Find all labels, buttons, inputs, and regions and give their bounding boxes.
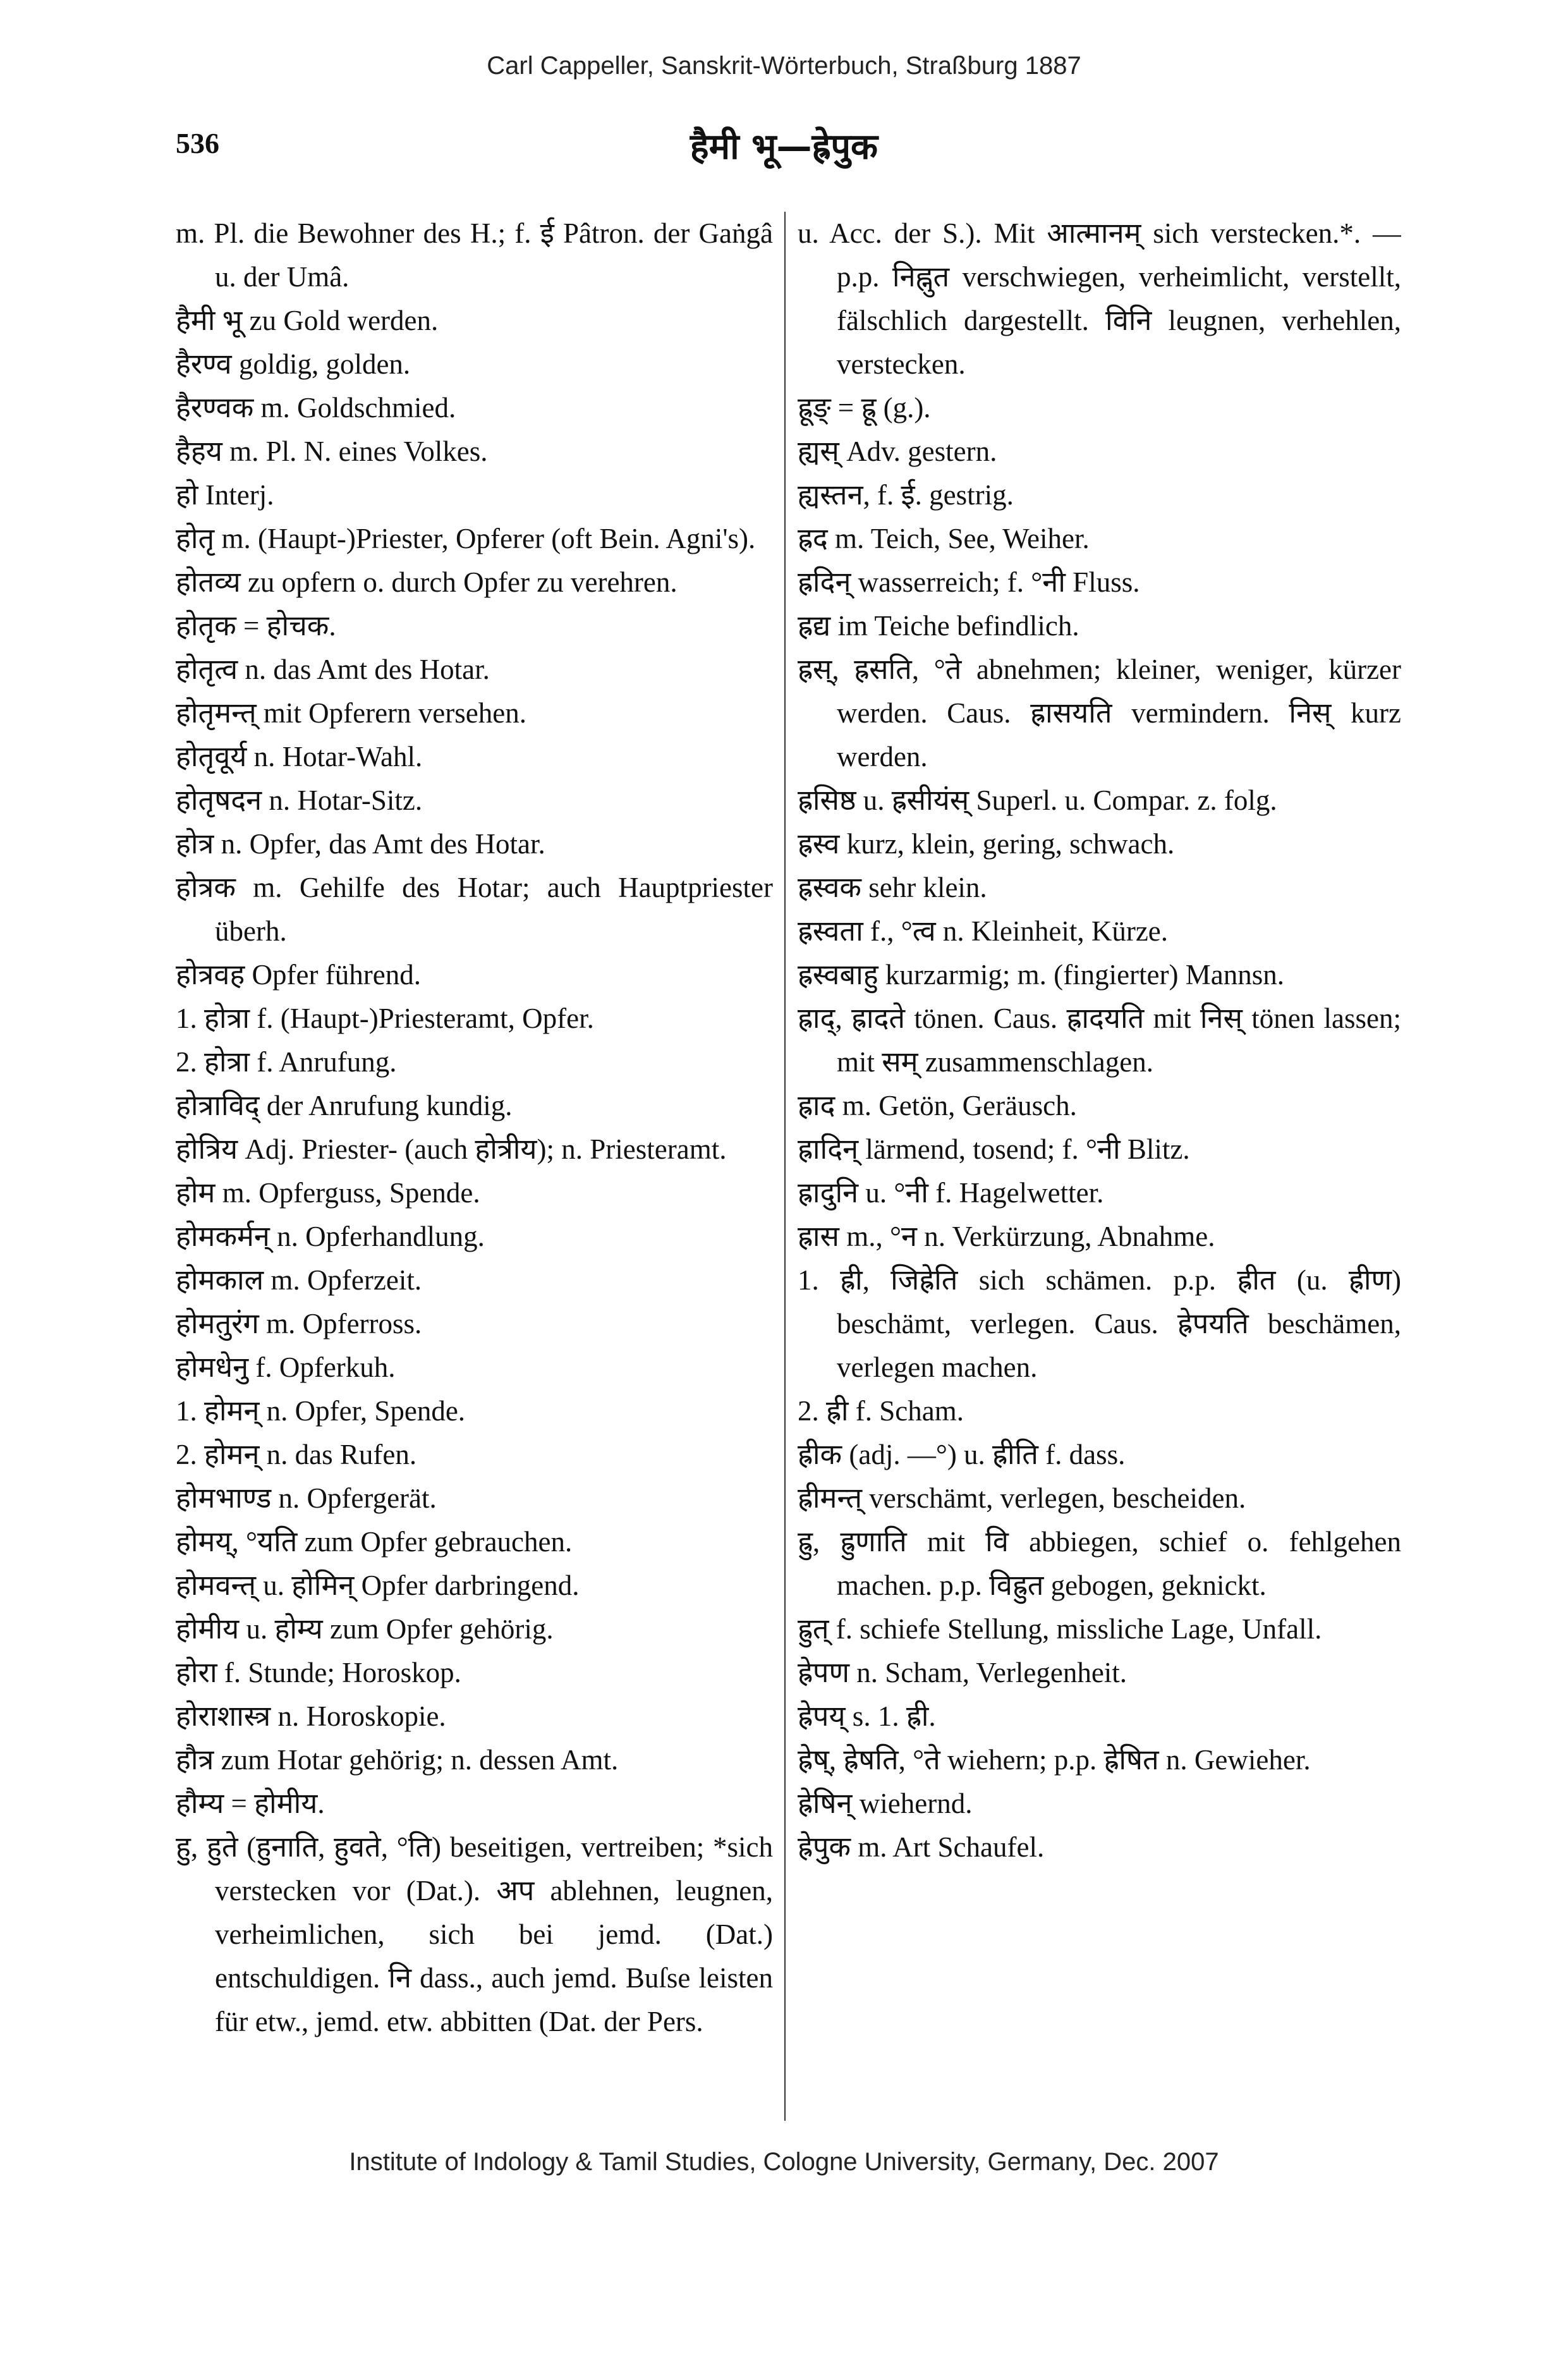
dictionary-entry: ह्रस्वता f., °त्व n. Kleinheit, Kürze.	[798, 915, 1169, 947]
running-head: हैमी भू—ह्रेपुक	[690, 126, 878, 168]
dictionary-entry: होमधेनु f. Opferkuh.	[176, 1351, 396, 1383]
dictionary-entry: ह्रेपण n. Scham, Verlegenheit.	[798, 1657, 1127, 1688]
dictionary-entry: ह्राद्, ह्रादते tönen. Caus. ह्रादयति mit निस् tönen lassen; mit सम् zusammenschlagen.	[798, 1003, 1401, 1078]
dictionary-entry: हो Interj.	[176, 479, 274, 511]
dictionary-entry: होतृक = होचक.	[176, 610, 336, 642]
dictionary-entry: होतृवूर्य n. Hotar-Wahl.	[176, 741, 423, 772]
dictionary-entry: हैरण्व goldig, golden.	[176, 348, 411, 380]
dictionary-entry: होमभाण्ड n. Opfergerät.	[176, 1482, 437, 1514]
dictionary-entry: 2. होमन् n. das Rufen.	[176, 1439, 417, 1470]
institute-footer: Institute of Indology & Tamil Studies, Cologne University, Germany, Dec. 2007	[349, 2148, 1219, 2176]
dictionary-entry: ह्रीक (adj. —°) u. ह्रीति f. dass.	[798, 1439, 1126, 1470]
dictionary-entry: होमतुरंग m. Opferross.	[176, 1308, 422, 1339]
dictionary-entry: 2. ह्री f. Scham.	[798, 1395, 964, 1427]
dictionary-entry: ह्रेष्, ह्रेषति, °ते wiehern; p.p. ह्रेषित n. Gewieher.	[798, 1744, 1311, 1776]
dictionary-entry: ह्यस्तन, f. ई. gestrig.	[798, 479, 1014, 511]
dictionary-entry: होराशास्त्र n. Horoskopie.	[176, 1700, 446, 1732]
dictionary-entry: होमकर्मन् n. Opferhandlung.	[176, 1221, 485, 1252]
dictionary-entry: ह्रस्, ह्रसति, °ते abnehmen; kleiner, weniger, kürzer werden. Caus. ह्रासयति vermindern. निस् kurz werden.	[798, 654, 1401, 772]
dictionary-entry: ह्रस्व kurz, klein, gering, schwach.	[798, 828, 1175, 860]
dictionary-entry: ह्रसिष्ठ u. ह्रसीयंस् Superl. u. Compar. z. folg.	[798, 784, 1277, 816]
dictionary-entry: ह्रेपय् s. 1. ह्री.	[798, 1700, 936, 1732]
dictionary-entry: होमकाल m. Opferzeit.	[176, 1264, 422, 1296]
dictionary-entry: होतृ m. (Haupt-)Priester, Opferer (oft Bein. Agni's).	[176, 523, 756, 554]
dictionary-entry: हौम्य = होमीय.	[176, 1788, 325, 1819]
dictionary-entry: होमवन्त् u. होमिन् Opfer darbringend.	[176, 1570, 580, 1601]
dictionary-entry: होतृषदन n. Hotar-Sitz.	[176, 784, 423, 816]
dictionary-entry: ह्रस्वक sehr klein.	[798, 872, 987, 903]
dictionary-entry: होतृमन्त् mit Opferern versehen.	[176, 697, 526, 729]
dictionary-entry: 2. होत्रा f. Anrufung.	[176, 1046, 397, 1078]
dictionary-entry: ह्रादुनि u. °नी f. Hagelwetter.	[798, 1177, 1104, 1209]
right-column	[798, 212, 1401, 2133]
source-header: Carl Cappeller, Sanskrit-Wörterbuch, Straßburg 1887	[487, 52, 1081, 80]
dictionary-entry: ह्रूङ् = ह्रू (g.).	[798, 392, 931, 424]
dictionary-entry: ह्रद m. Teich, See, Weiher.	[798, 523, 1090, 554]
dictionary-entry: होतृत्व n. das Amt des Hotar.	[176, 654, 490, 685]
dictionary-entry: होम m. Opferguss, Spende.	[176, 1177, 480, 1209]
dictionary-entry: u. Acc. der S.). Mit आत्मानम् sich verstecken.*. —p.p. निह्नुत verschwiegen, verheimlicht, verstellt, fälschlich dargestellt. विनि leugnen, verhehlen, verstecken.	[798, 217, 1401, 380]
dictionary-entry: होत्रक m. Gehilfe des Hotar; auch Hauptpriester überh.	[176, 872, 773, 947]
dictionary-entry: m. Pl. die Bewohner des H.; f. ई Pâtron. der Gaṅgâ u. der Umâ.	[176, 217, 773, 293]
dictionary-entry: हैमी भू zu Gold werden.	[176, 305, 439, 336]
dictionary-entry: होरा f. Stunde; Horoskop.	[176, 1657, 461, 1688]
dictionary-entry: 1. ह्री, जिह्रेति sich schämen. p.p. ह्रीत (u. ह्रीण) beschämt, verlegen. Caus. ह्रेपयति beschämen, verlegen machen.	[798, 1264, 1401, 1383]
dictionary-entry: ह्राद m. Getön, Geräusch.	[798, 1090, 1077, 1121]
dictionary-entry: होतव्य zu opfern o. durch Opfer zu verehren.	[176, 566, 678, 598]
column-divider	[784, 212, 786, 2121]
dictionary-entry: ह्रेषिन् wiehernd.	[798, 1788, 973, 1819]
dictionary-entry: ह्रीमन्त् verschämt, verlegen, bescheiden.	[798, 1482, 1246, 1514]
dictionary-entry: होत्र n. Opfer, das Amt des Hotar.	[176, 828, 545, 860]
dictionary-entry: हैहय m. Pl. N. eines Volkes.	[176, 436, 488, 467]
dictionary-entry: ह्रु, ह्रुणाति mit वि abbiegen, schief o. fehlgehen machen. p.p. विह्रुत gebogen, geknickt.	[798, 1526, 1401, 1601]
dictionary-entry: ह्रस्वबाहु kurzarmig; m. (fingierter) Mannsn.	[798, 959, 1284, 991]
dictionary-entry: ह्रद्य im Teiche befindlich.	[798, 610, 1079, 642]
dictionary-entry: होत्रिय Adj. Priester- (auch होत्रीय); n. Priesteramt.	[176, 1133, 727, 1165]
dictionary-entry: ह्रादिन् lärmend, tosend; f. °नी Blitz.	[798, 1133, 1190, 1165]
dictionary-entry: 1. होमन् n. Opfer, Spende.	[176, 1395, 466, 1427]
dictionary-entry: होत्रवह Opfer führend.	[176, 959, 421, 991]
left-column	[176, 212, 773, 2133]
dictionary-entry: ह्रेपुक m. Art Schaufel.	[798, 1831, 1045, 1863]
page-number: 536	[176, 127, 219, 159]
dictionary-entry: हौत्र zum Hotar gehörig; n. dessen Amt.	[176, 1744, 619, 1776]
dictionary-entry: 1. होत्रा f. (Haupt-)Priesteramt, Opfer.	[176, 1003, 594, 1034]
dictionary-entry: ह्यस् Adv. gestern.	[798, 436, 997, 467]
dictionary-entry: ह्रुत् f. schiefe Stellung, missliche Lage, Unfall.	[798, 1613, 1322, 1645]
dictionary-entry: हु, हुते (हुनाति, हुवते, °ति) beseitigen, vertreiben; *sich verstecken vor (Dat.). अप ablehnen, leugnen, verheimlichen, sich bei jemd. (Dat.) entschuldigen. नि dass., auch jemd. Buſse leisten für etw., jemd. etw. abbitten (Dat. der Pers.	[176, 1831, 773, 2037]
dictionary-entry: ह्रास m., °न n. Verkürzung, Abnahme.	[798, 1221, 1215, 1252]
dictionary-entry: ह्रदिन् wasserreich; f. °नी Fluss.	[798, 566, 1140, 598]
dictionary-entry: हैरण्वक m. Goldschmied.	[176, 392, 456, 424]
dictionary-entry: होमीय u. होम्य zum Opfer gehörig.	[176, 1613, 554, 1645]
dictionary-entry: होत्राविद् der Anrufung kundig.	[176, 1090, 513, 1121]
dictionary-entry: होमय्, °यति zum Opfer gebrauchen.	[176, 1526, 573, 1558]
